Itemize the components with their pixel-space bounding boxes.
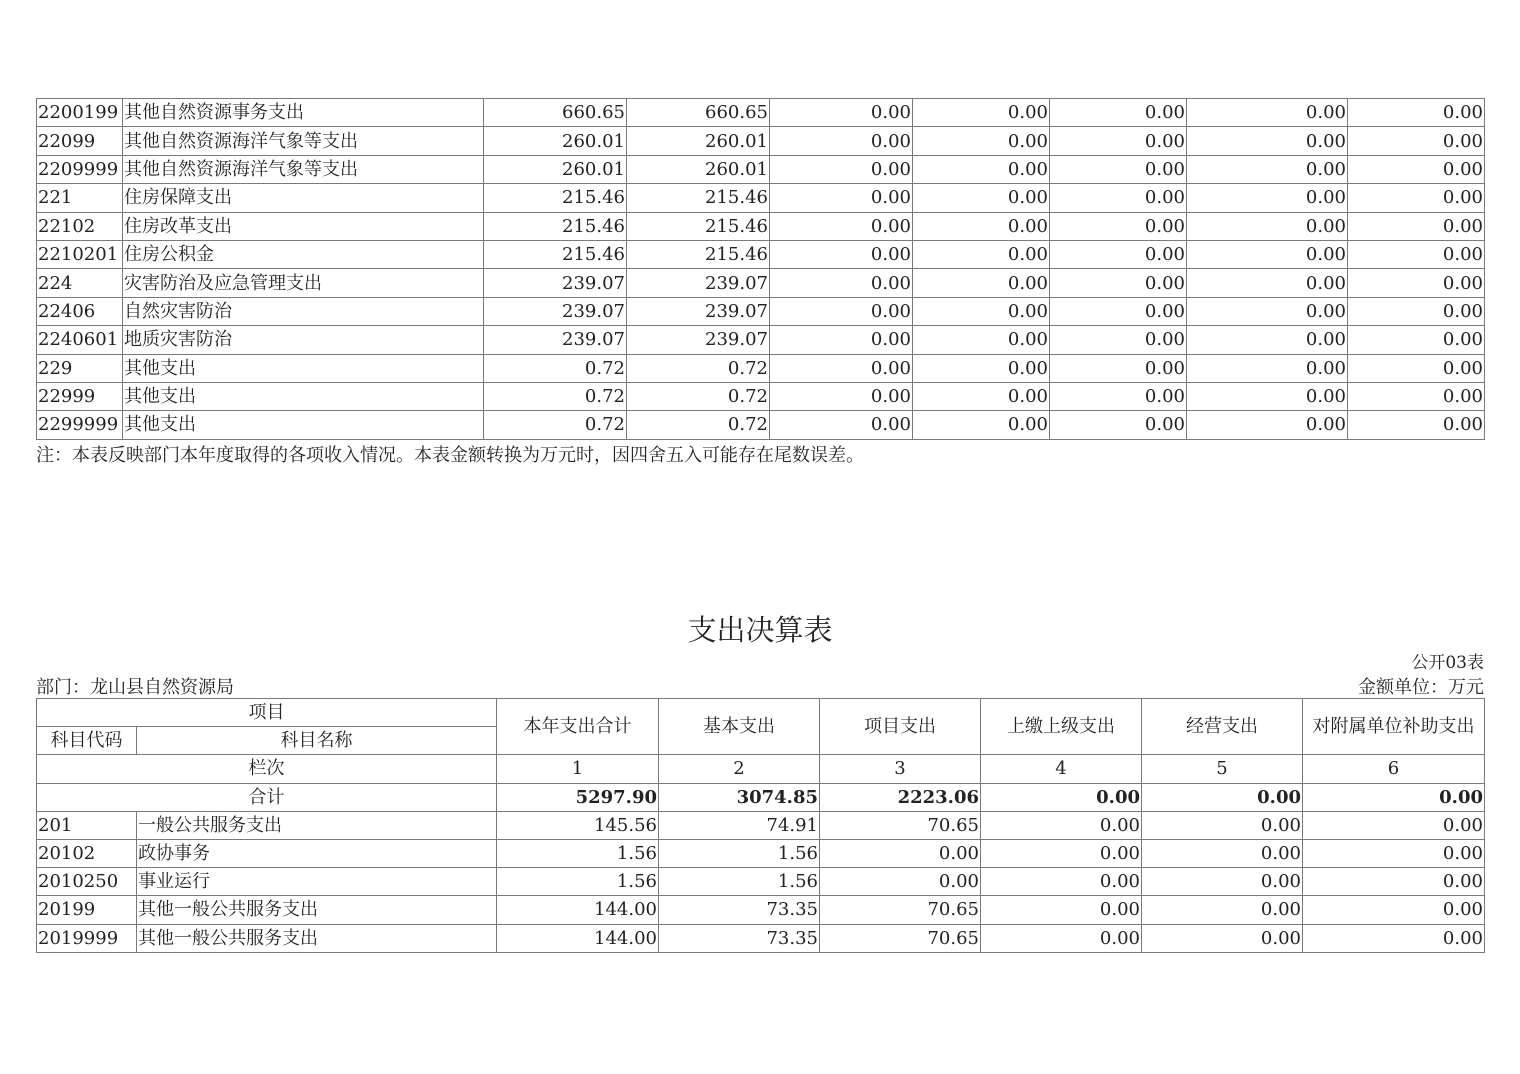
amount-cell: 0.00 [1187,382,1348,410]
subject-code: 2200199 [37,99,123,127]
amount-cell: 1.56 [659,868,820,896]
amount-cell: 0.00 [913,240,1050,268]
amount-cell: 0.00 [913,184,1050,212]
amount-cell: 74.91 [659,811,820,839]
amount-cell: 0.00 [1348,127,1485,155]
table-row [37,269,1485,297]
subject-name: 住房改革支出 [123,212,484,240]
amount-cell: 215.46 [627,184,770,212]
income-detail-rows [37,99,1485,440]
amount-cell: 0.00 [1050,212,1187,240]
subject-name: 政协事务 [137,839,497,867]
subject-name: 住房公积金 [123,240,484,268]
amount-cell: 0.72 [484,411,627,439]
subject-code: 20199 [37,896,137,924]
subject-code: 2240601 [37,326,123,354]
amount-cell: 0.00 [1142,811,1303,839]
amount-cell: 0.00 [1348,269,1485,297]
amount-cell: 239.07 [484,297,627,325]
amount-cell: 0.00 [913,127,1050,155]
table-row [37,354,1485,382]
table-row [37,297,1485,325]
amount-cell: 0.00 [1050,326,1187,354]
amount-cell: 0.00 [770,99,913,127]
table-number: 公开03表 [1411,653,1484,673]
amount-cell: 0.00 [1050,99,1187,127]
amount-cell: 260.01 [484,155,627,183]
amount-cell: 0.00 [1348,212,1485,240]
amount-cell: 0.00 [1187,155,1348,183]
subject-code: 221 [37,184,123,212]
subject-code: 22102 [37,212,123,240]
amount-cell: 0.00 [820,839,981,867]
total-row [37,783,1485,811]
amount-cell: 0.00 [1187,184,1348,212]
subject-code: 2019999 [37,924,137,952]
table-row [37,155,1485,183]
amount-cell: 239.07 [627,326,770,354]
amount-cell: 0.00 [981,811,1142,839]
amount-cell: 0.00 [1050,297,1187,325]
table-row [37,326,1485,354]
table-row [37,127,1485,155]
amount-cell: 0.00 [1187,240,1348,268]
amount-unit-label: 金额单位：万元 [1358,677,1484,698]
table-row [37,411,1485,439]
amount-cell: 0.00 [913,326,1050,354]
subject-code: 22999 [37,382,123,410]
table-row [37,868,1485,896]
page-title: 支出决算表 [687,613,833,647]
subject-code: 2209999 [37,155,123,183]
amount-cell: 0.00 [981,839,1142,867]
subject-name: 自然灾害防治 [123,297,484,325]
amount-cell: 260.01 [627,127,770,155]
amount-cell: 0.72 [484,382,627,410]
table-row [37,839,1485,867]
header-col-operating: 经营支出 [1142,699,1303,755]
amount-cell: 0.00 [1348,184,1485,212]
amount-cell: 0.00 [1348,354,1485,382]
subject-name: 其他支出 [123,411,484,439]
amount-cell: 1.56 [659,839,820,867]
amount-cell: 0.00 [1142,924,1303,952]
amount-cell: 0.00 [981,868,1142,896]
amount-cell: 1.56 [497,839,659,867]
amount-cell: 0.00 [770,269,913,297]
header-col-subsidy: 对附属单位补助支出 [1303,699,1485,755]
amount-cell: 1.56 [497,868,659,896]
table-row [37,240,1485,268]
amount-cell: 0.00 [770,326,913,354]
amount-cell: 239.07 [484,269,627,297]
amount-cell: 0.00 [1050,354,1187,382]
column-index-label: 栏次 [37,755,497,783]
amount-cell: 0.00 [1050,127,1187,155]
subject-name: 住房保障支出 [123,184,484,212]
amount-cell: 0.00 [981,924,1142,952]
header-col-project: 项目支出 [820,699,981,755]
amount-cell: 0.00 [770,127,913,155]
subject-name: 其他支出 [123,354,484,382]
table-row [37,924,1485,952]
amount-cell: 215.46 [484,212,627,240]
subject-code: 20102 [37,839,137,867]
amount-cell: 215.46 [627,240,770,268]
amount-cell: 0.00 [1348,297,1485,325]
amount-cell: 0.00 [770,354,913,382]
department-label: 部门：龙山县自然资源局 [36,677,234,698]
column-index: 3 [820,755,981,783]
amount-cell: 0.00 [913,297,1050,325]
header-name: 科目名称 [137,727,497,755]
column-index: 1 [497,755,659,783]
total-value: 5297.90 [497,783,659,811]
subject-name: 地质灾害防治 [123,326,484,354]
amount-cell: 0.00 [820,868,981,896]
amount-cell: 215.46 [484,240,627,268]
amount-cell: 0.00 [770,297,913,325]
total-label: 合计 [37,783,497,811]
subject-name: 其他自然资源事务支出 [123,99,484,127]
amount-cell: 660.65 [484,99,627,127]
amount-cell: 0.00 [1303,839,1485,867]
amount-cell: 0.00 [913,411,1050,439]
amount-cell: 0.00 [1187,127,1348,155]
amount-cell: 73.35 [659,924,820,952]
amount-cell: 239.07 [484,326,627,354]
amount-cell: 0.00 [770,155,913,183]
amount-cell: 0.00 [1050,269,1187,297]
amount-cell: 144.00 [497,924,659,952]
amount-cell: 144.00 [497,896,659,924]
amount-cell: 239.07 [627,269,770,297]
subject-code: 201 [37,811,137,839]
amount-cell: 70.65 [820,811,981,839]
subject-code: 224 [37,269,123,297]
amount-cell: 0.00 [1348,326,1485,354]
amount-cell: 660.65 [627,99,770,127]
amount-cell: 145.56 [497,811,659,839]
subject-name: 其他一般公共服务支出 [137,924,497,952]
amount-cell: 0.00 [1348,240,1485,268]
amount-cell: 70.65 [820,896,981,924]
header-item: 项目 [37,699,497,727]
amount-cell: 0.00 [1187,212,1348,240]
subject-code: 2210201 [37,240,123,268]
amount-cell: 0.72 [627,354,770,382]
amount-cell: 0.72 [627,382,770,410]
table-note: 注：本表反映部门本年度取得的各项收入情况。本表金额转换为万元时，因四舍五入可能存在尾数误差。 [36,445,864,466]
total-value: 2223.06 [820,783,981,811]
amount-cell: 0.72 [484,354,627,382]
amount-cell: 0.00 [913,354,1050,382]
header-col-basic: 基本支出 [659,699,820,755]
header-col-upper: 上缴上级支出 [981,699,1142,755]
column-index: 4 [981,755,1142,783]
subject-name: 其他支出 [123,382,484,410]
subject-code: 229 [37,354,123,382]
column-index: 2 [659,755,820,783]
amount-cell: 0.00 [913,382,1050,410]
total-value: 0.00 [1142,783,1303,811]
expense-rows [37,811,1485,952]
table-row [37,896,1485,924]
table-row [37,382,1485,410]
amount-cell: 215.46 [627,212,770,240]
amount-cell: 0.00 [770,184,913,212]
amount-cell: 0.00 [981,896,1142,924]
amount-cell: 0.72 [627,411,770,439]
amount-cell: 0.00 [1050,155,1187,183]
subject-code: 22406 [37,297,123,325]
amount-cell: 70.65 [820,924,981,952]
amount-cell: 0.00 [1303,924,1485,952]
amount-cell: 0.00 [913,212,1050,240]
subject-code: 22099 [37,127,123,155]
amount-cell: 0.00 [1187,297,1348,325]
amount-cell: 0.00 [1348,155,1485,183]
amount-cell: 0.00 [1187,354,1348,382]
table-row [37,99,1485,127]
column-index: 6 [1303,755,1485,783]
amount-cell: 0.00 [1187,326,1348,354]
amount-cell: 0.00 [1050,240,1187,268]
subject-name: 事业运行 [137,868,497,896]
amount-cell: 0.00 [1050,411,1187,439]
table-row [37,212,1485,240]
subject-name: 其他一般公共服务支出 [137,896,497,924]
amount-cell: 0.00 [1303,896,1485,924]
amount-cell: 0.00 [913,99,1050,127]
amount-cell: 0.00 [1142,839,1303,867]
amount-cell: 0.00 [913,269,1050,297]
income-detail-table [36,98,1485,440]
amount-cell: 0.00 [1187,99,1348,127]
table-row [37,184,1485,212]
amount-cell: 0.00 [1142,896,1303,924]
column-index-row [37,755,1485,783]
header-col-total: 本年支出合计 [497,699,659,755]
amount-cell: 0.00 [1050,382,1187,410]
subject-code: 2299999 [37,411,123,439]
amount-cell: 0.00 [1303,811,1485,839]
subject-name: 其他自然资源海洋气象等支出 [123,127,484,155]
amount-cell: 0.00 [1348,382,1485,410]
header-code: 科目代码 [37,727,137,755]
amount-cell: 260.01 [484,127,627,155]
total-value: 0.00 [981,783,1142,811]
amount-cell: 0.00 [770,240,913,268]
amount-cell: 0.00 [770,382,913,410]
amount-cell: 215.46 [484,184,627,212]
amount-cell: 0.00 [1050,184,1187,212]
amount-cell: 0.00 [1142,868,1303,896]
amount-cell: 239.07 [627,297,770,325]
amount-cell: 0.00 [1187,269,1348,297]
subject-name: 灾害防治及应急管理支出 [123,269,484,297]
amount-cell: 0.00 [770,411,913,439]
amount-cell: 260.01 [627,155,770,183]
total-value: 0.00 [1303,783,1485,811]
column-index: 5 [1142,755,1303,783]
amount-cell: 0.00 [1303,868,1485,896]
table-row [37,811,1485,839]
amount-cell: 0.00 [1187,411,1348,439]
amount-cell: 0.00 [913,155,1050,183]
subject-name: 其他自然资源海洋气象等支出 [123,155,484,183]
subject-name: 一般公共服务支出 [137,811,497,839]
subject-code: 2010250 [37,868,137,896]
total-value: 3074.85 [659,783,820,811]
amount-cell: 0.00 [770,212,913,240]
expense-settlement-table [36,698,1485,953]
amount-cell: 0.00 [1348,411,1485,439]
amount-cell: 0.00 [1348,99,1485,127]
amount-cell: 73.35 [659,896,820,924]
header-row [37,699,1485,727]
